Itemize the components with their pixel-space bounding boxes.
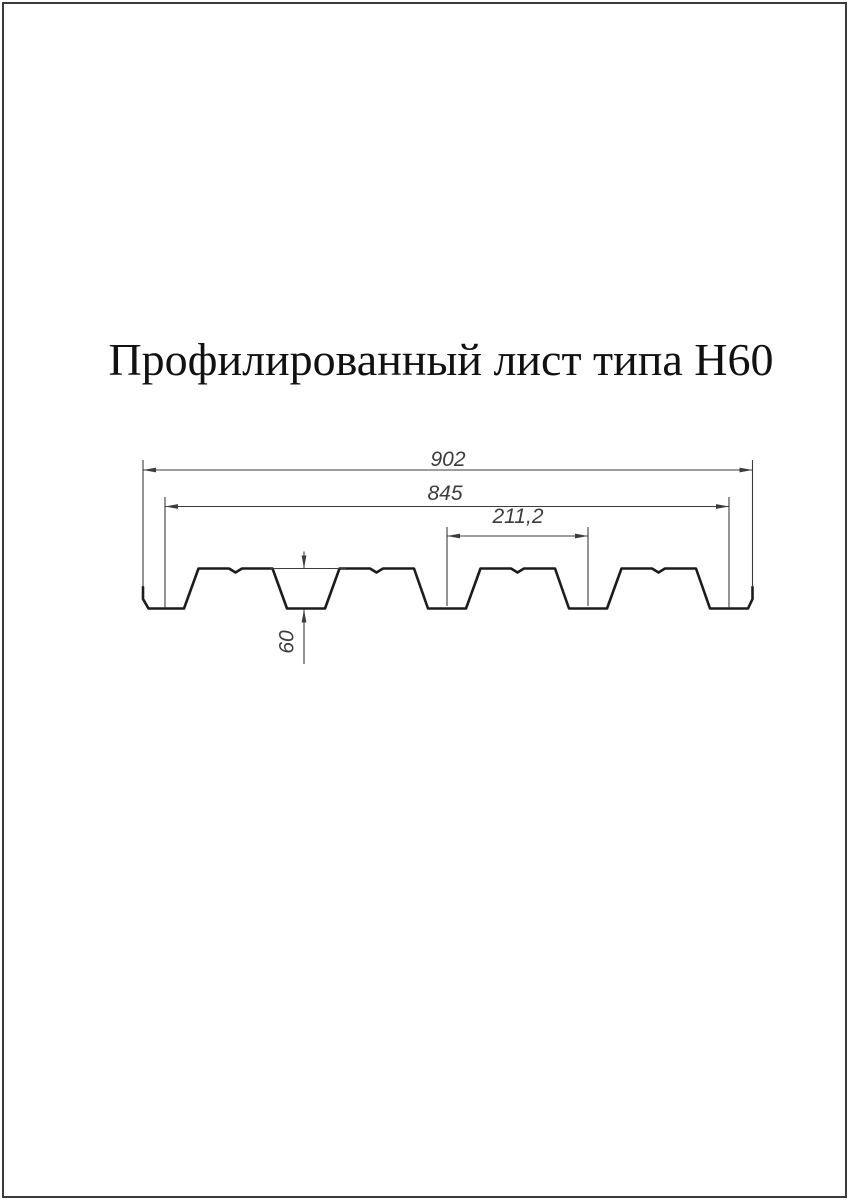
arrow-60-bottom [302,610,307,623]
dimension-label-overall-width: 902 [430,448,466,471]
dimension-label-useful-width: 845 [427,482,463,505]
arrow-902-left [143,468,156,473]
dimension-label-rib-pitch: 211,2 [492,505,544,528]
profile-outline [143,569,753,609]
arrow-902-right [740,468,753,473]
arrow-60-top [302,556,307,569]
drawing-title: Профилированный лист типа Н60 [108,334,774,385]
dimension-label-profile-height: 60 [275,630,299,654]
arrow-211-right [575,534,588,539]
arrow-845-right [716,504,729,509]
arrow-845-left [165,504,178,509]
arrow-211-left [447,534,460,539]
